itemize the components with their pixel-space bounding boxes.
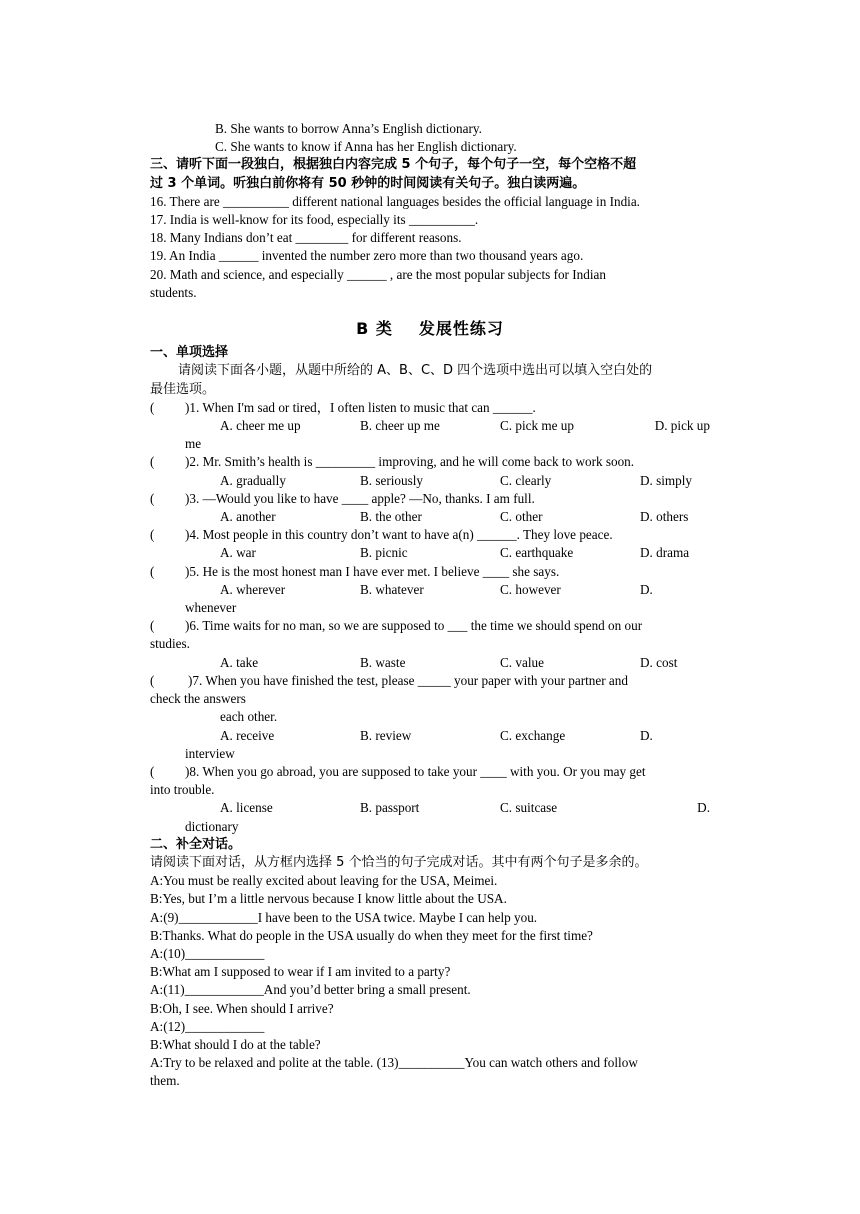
worksheet-page [150,120,710,1091]
option-d: D. pick up [654,418,710,434]
answer-blank[interactable]: ( [150,763,155,779]
option-a: A. receive [220,727,275,743]
part3-heading: 三、请听下面一段独白，根据独白内容完成 5 个句子，每个句子一空，每个空格不超 [150,157,637,173]
answer-blank[interactable]: ( [150,490,155,506]
option-b: B. waste [360,654,406,670]
answer-blank[interactable]: ( [150,672,155,688]
question-1 [150,399,710,417]
section-b-name: 发展性练习 [418,319,504,339]
dialogue-line: A:(11)____________And you’d better bring a small present. [150,982,471,998]
dialogue-line-cont: them. [150,1073,180,1089]
option-a: A. cheer me up [220,418,301,434]
dialogue-line: B:Thanks. What do people in the USA usually do when they meet for the first time? [150,927,593,943]
question-4-options [150,544,710,562]
question-stem: )7. When you have finished the test, please _____ your paper with your partner and [188,672,628,688]
dialogue-line: A:(9)____________I have been to the USA twice. Maybe I can help you. [150,909,538,925]
question-stem: )2. Mr. Smith’s health is _________ improving, and he will come back to work soon. [185,454,635,470]
section-b-title [150,320,710,338]
option-d-cont: whenever [185,600,237,616]
question-stem-cont-2: each other. [220,709,278,725]
part2-heading: 二、补全对话。 [150,836,242,852]
part1-instruction: 请阅读下面各小题，从题中所给的 A、B、C、D 四个选项中选出可以填入空白处的 [178,363,653,379]
listening-item-20-cont: students. [150,284,197,300]
option-d: D. drama [640,545,690,561]
question-6-options [150,654,710,672]
option-a: A. another [220,509,276,525]
option-a: A. gradually [220,472,286,488]
part2-instruction: 请阅读下面对话，从方框内选择 5 个恰当的句子完成对话。其中有两个句子是多余的。 [150,854,648,870]
option-c: C. value [500,654,544,670]
option-a: A. take [220,654,259,670]
answer-blank[interactable]: ( [150,454,155,470]
option-d: D. [640,581,653,597]
dialogue-line: B:What am I supposed to wear if I am invited to a party? [150,964,451,980]
listening-item-19: 19. An India ______ invented the number zero more than two thousand years ago. [150,248,584,264]
answer-blank[interactable]: ( [150,563,155,579]
option-c: C. earthquake [500,545,574,561]
section-b-letter: B 类 [356,319,393,339]
option-d: D. [640,727,653,743]
option-b: B. passport [360,800,420,816]
answer-blank[interactable]: ( [150,399,155,415]
question-stem: )6. Time waits for no man, so we are supposed to ___ the time we should spend on our [185,618,643,634]
option-b: B. review [360,727,412,743]
question-5-options [150,581,710,599]
question-1-options [150,417,710,435]
option-d: D. simply [640,472,693,488]
question-5 [150,563,710,581]
question-stem-cont: into trouble. [150,782,215,798]
option-b: B. cheer up me [360,418,440,434]
option-d-cont: me [185,436,202,452]
dialogue-line: B:Oh, I see. When should I arrive? [150,1000,334,1016]
question-6 [150,617,710,635]
option-c: C. however [500,581,561,597]
option-b-line: B. She wants to borrow Anna’s English dictionary. [215,121,482,136]
question-stem: )5. He is the most honest man I have ever met. I believe ____ she says. [185,563,560,579]
question-7 [150,672,710,690]
option-b: B. picnic [360,545,408,561]
dialogue-line: A:(10)____________ [150,945,265,961]
question-stem: )1. When I'm sad or tired，I often listen to music that can ______. [185,399,536,415]
listening-item-20: 20. Math and science, and especially ______ , are the most popular subjects for Indian [150,266,606,282]
option-c: C. clearly [500,472,552,488]
question-stem: )3. —Would you like to have ____ apple? —No, thanks. I am full. [185,490,535,506]
listening-item-16: 16. There are __________ different national languages besides the official language in India. [150,193,640,209]
dialogue-line: A:Try to be relaxed and polite at the table. (13)__________You can watch others and follow [150,1055,638,1071]
question-stem: )4. Most people in this country don’t want to have a(n) ______. They love peace. [185,527,613,543]
option-d: D. others [640,509,689,525]
part1-heading: 一、单项选择 [150,345,229,361]
option-c: C. exchange [500,727,566,743]
question-8-options [150,799,710,817]
option-a: A. war [220,545,256,561]
option-c: C. suitcase [500,800,558,816]
question-3-options [150,508,710,526]
question-stem-cont: check the answers [150,691,246,707]
option-b: B. the other [360,509,422,525]
answer-blank[interactable]: ( [150,527,155,543]
option-d-cont: interview [185,745,235,761]
dialogue-line: A:You must be really excited about leaving for the USA, Meimei. [150,873,498,889]
question-2 [150,453,710,471]
answer-blank[interactable]: ( [150,618,155,634]
option-d-cont: dictionary [185,818,239,834]
question-7-options [150,727,710,745]
option-a: A. license [220,800,273,816]
option-b: B. seriously [360,472,424,488]
dialogue-line: A:(12)____________ [150,1018,265,1034]
question-8 [150,763,710,781]
question-3 [150,490,710,508]
question-2-options [150,472,710,490]
dialogue-line: B:Yes, but I’m a little nervous because I know little about the USA. [150,891,507,907]
listening-item-17: 17. India is well-know for its food, especially its __________. [150,212,479,228]
option-a: A. wherever [220,581,286,597]
part3-heading-cont: 过 3 个单词。听独白前你将有 50 秒钟的时间阅读有关句子。独白读两遍。 [150,175,586,191]
dialogue-line: B:What should I do at the table? [150,1036,321,1052]
option-c-line: C. She wants to know if Anna has her English dictionary. [215,139,517,155]
option-c: C. pick me up [500,418,574,434]
listening-item-18: 18. Many Indians don’t eat ________ for different reasons. [150,230,462,246]
option-d: D. [697,800,710,816]
option-d: D. cost [640,654,678,670]
question-4 [150,526,710,544]
part1-instruction-cont: 最佳选项。 [150,381,216,397]
option-b: B. whatever [360,581,424,597]
question-stem: )8. When you go abroad, you are supposed to take your ____ with you. Or you may get [185,763,646,779]
question-stem-cont: studies. [150,636,190,652]
option-c: C. other [500,509,543,525]
